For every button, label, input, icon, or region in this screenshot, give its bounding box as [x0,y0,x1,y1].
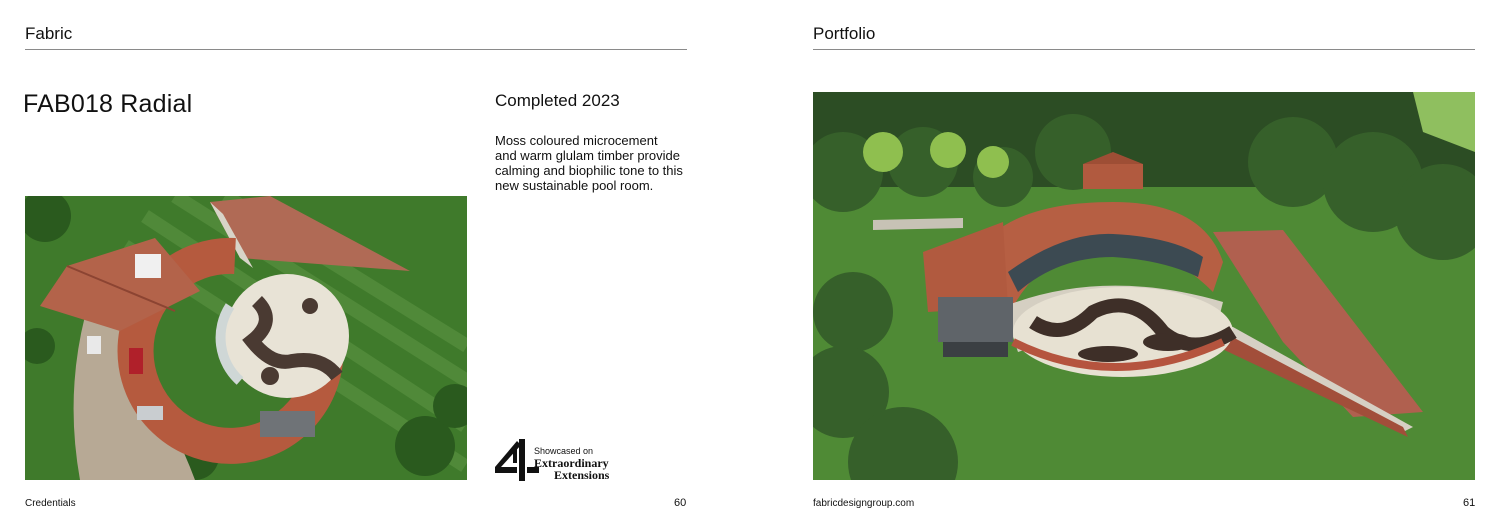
project-description [495,133,705,193]
left-page-header: Fabric [25,24,73,43]
right-page-header: Portfolio [813,24,876,43]
right-header-rule [813,49,1475,50]
badge-show-title [534,457,609,481]
description-line: new sustainable pool room. [495,178,654,193]
left-page-number: 60 [674,497,687,509]
right-page-number: 61 [1463,497,1476,509]
description-line: Moss coloured microcement [495,133,658,148]
badge-show-line: Extensions [554,468,610,482]
aerial-photo-right [813,92,1475,480]
right-footer-url[interactable]: fabricdesigngroup.com [813,498,915,509]
aerial-photo-left [25,196,467,480]
description-line: and warm glulam timber provide [495,148,680,163]
left-footer-label: Credentials [25,498,76,509]
left-header-rule [25,49,687,50]
badge-prefix: Showcased on [534,446,594,456]
completed-year: Completed 2023 [495,91,620,110]
project-title: FAB018 Radial [23,90,193,118]
badge-show-line: Extraordinary [534,456,609,470]
description-line: calming and biophilic tone to this [495,163,683,178]
